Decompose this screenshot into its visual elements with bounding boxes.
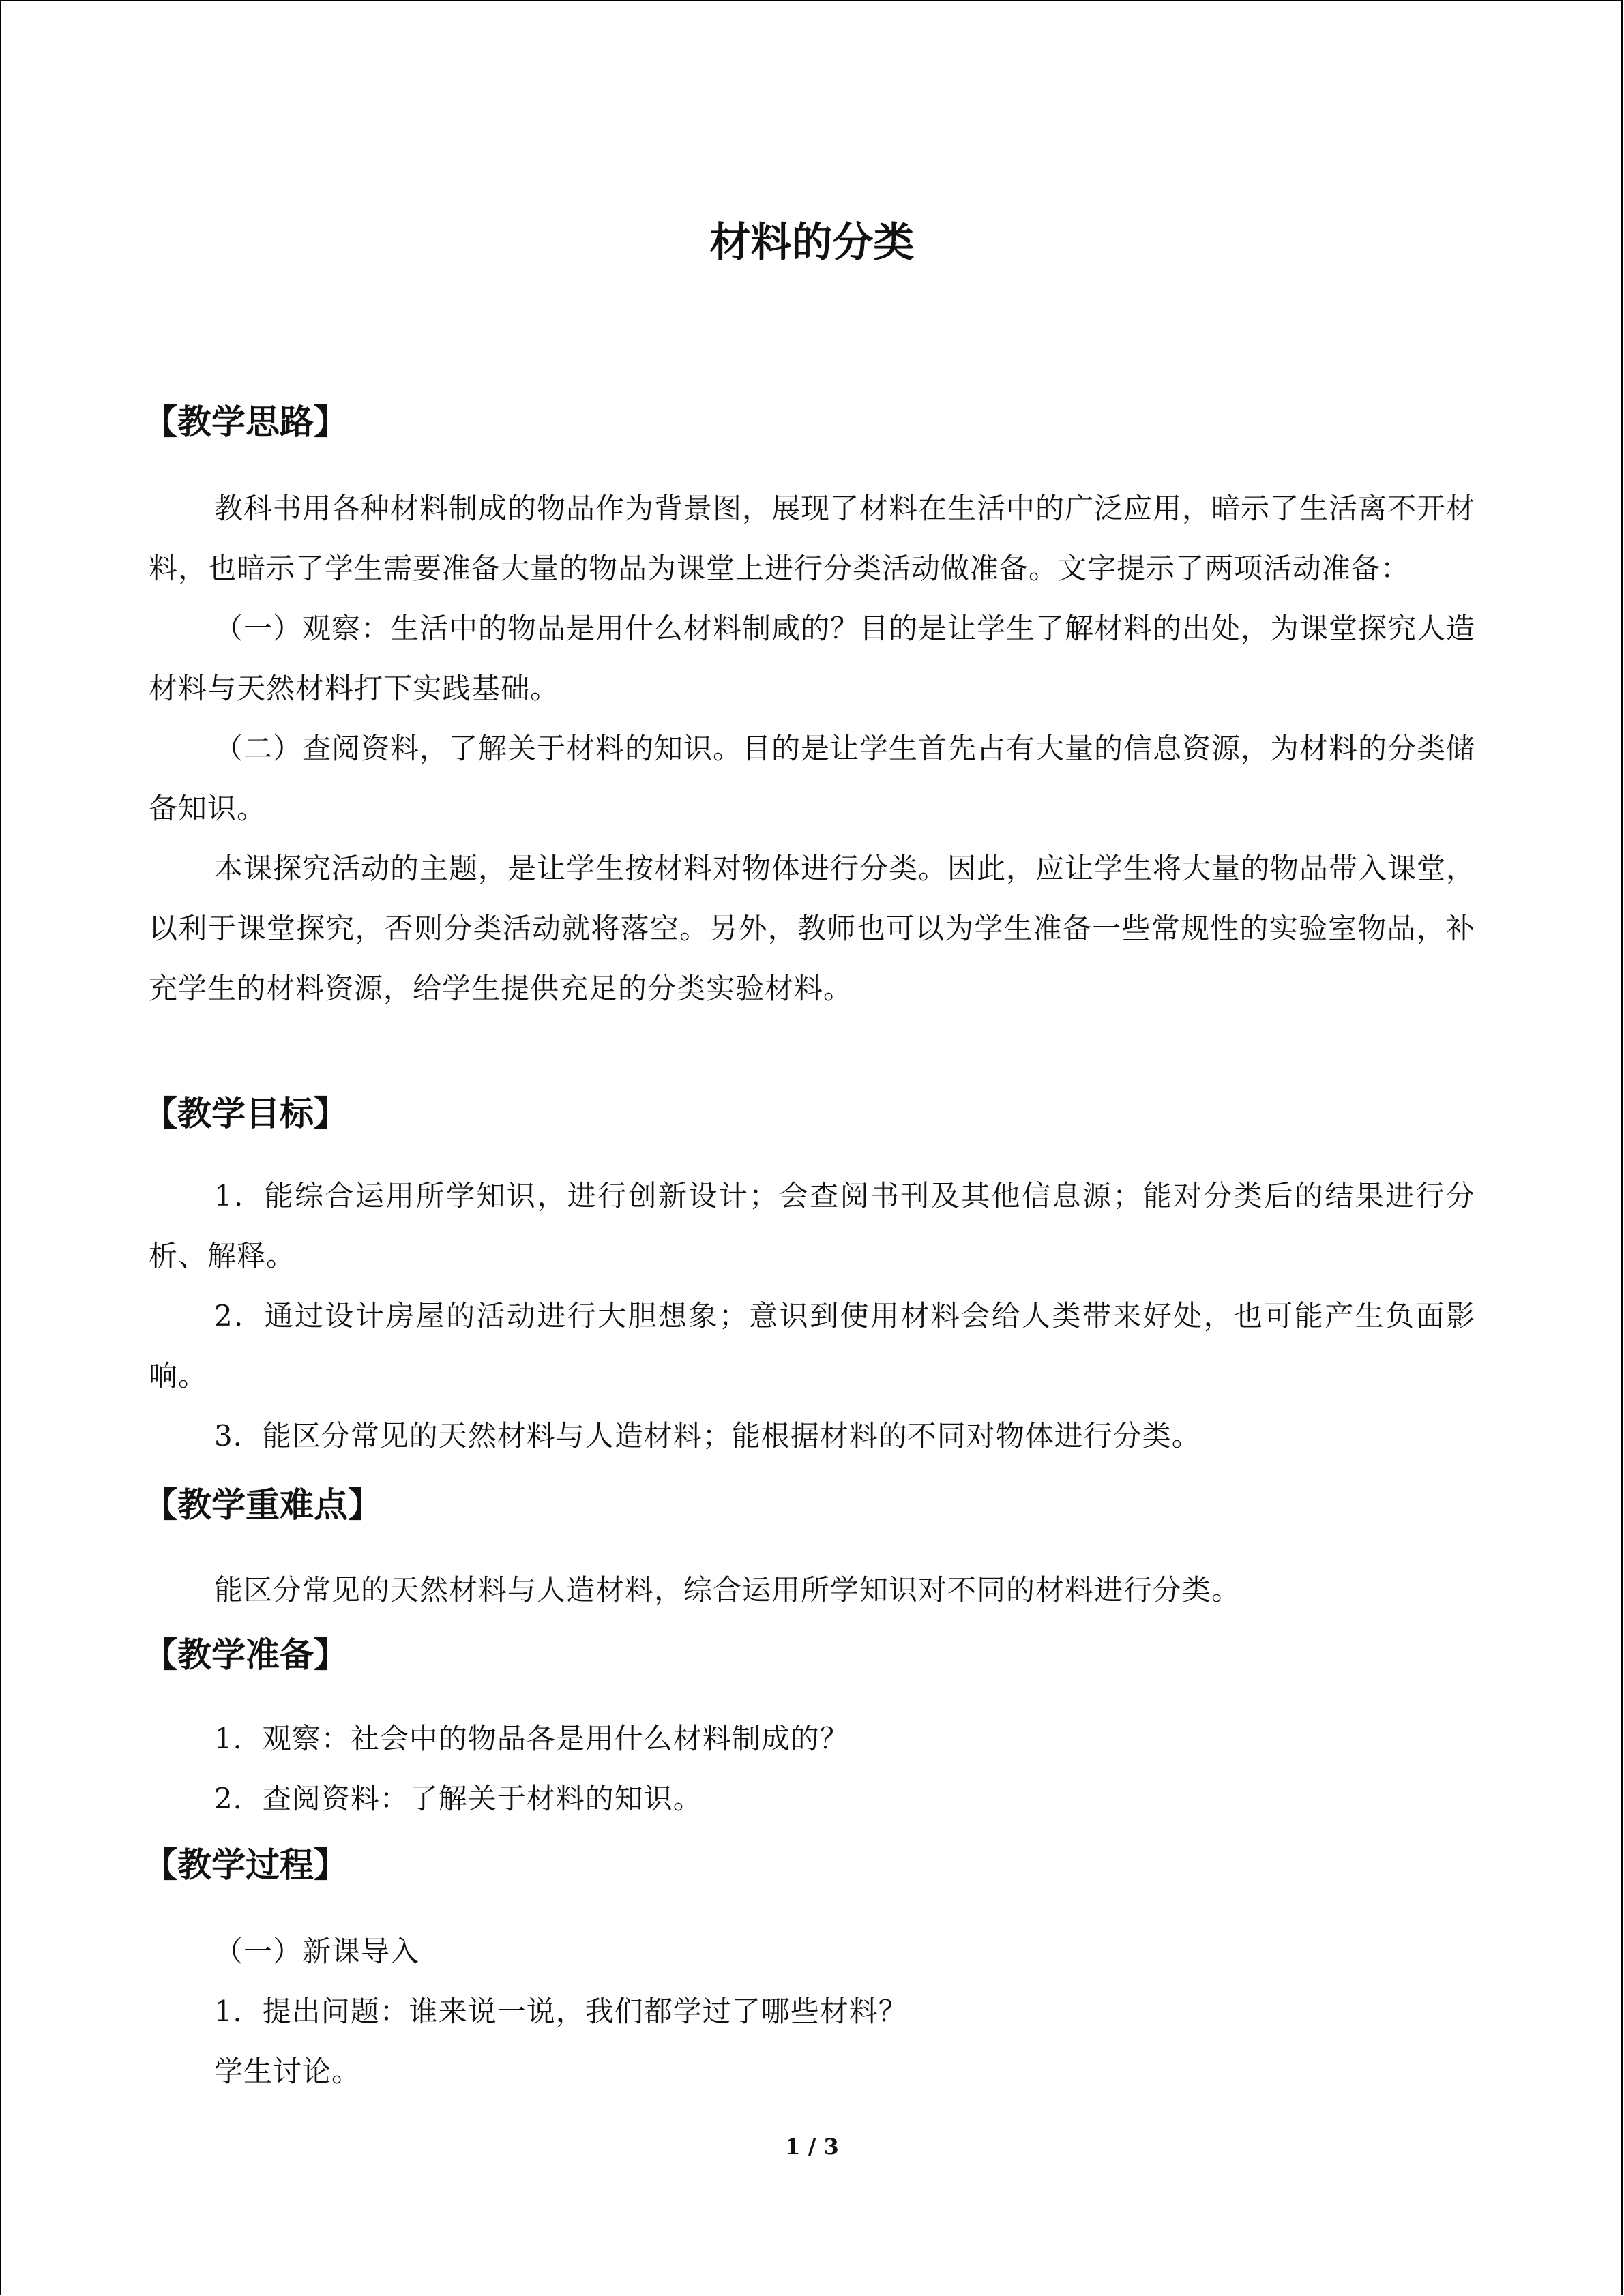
section-key-points-body (149, 1560, 1475, 1620)
section-teaching-approach-body (149, 479, 1475, 1019)
paragraph: 能区分常见的天然材料与人造材料，综合运用所学知识对不同的材料进行分类。 (214, 1573, 1241, 1607)
section-process (143, 1841, 1475, 1889)
section-heading: 【教学过程】 (143, 1845, 348, 1885)
section-heading: 【教学思路】 (143, 402, 348, 442)
section-heading: 【教学重难点】 (143, 1485, 382, 1525)
section-key-points (143, 1481, 1475, 1529)
section-process-body (149, 1922, 1475, 2102)
paragraph: 学生讨论。 (214, 2055, 361, 2088)
section-teaching-goals-body (149, 1166, 1475, 1466)
page-number: 1 / 3 (785, 2134, 839, 2160)
paragraph: 教科书用各种材料制成的物品作为背景图，展现了材料在生活中的广泛应用，暗示了生活离不开材料，也暗示了学生需要准备大量的物品为课堂上进行分类活动做准备。文字提示了两项活动准备： (149, 492, 1476, 585)
section-teaching-goals (143, 1090, 1475, 1137)
document-title: 材料的分类 (709, 219, 915, 267)
paragraph: （二）查阅资料，了解关于材料的知识。目的是让学生首先占有大量的信息资源，为材料的分类储备知识。 (149, 732, 1476, 825)
paragraph: 3．能区分常见的天然材料与人造材料；能根据材料的不同对物体进行分类。 (214, 1419, 1201, 1452)
paragraph: 1．提出问题：谁来说一说，我们都学过了哪些材料？ (214, 1995, 908, 2028)
paragraph: 本课探究活动的主题，是让学生按材料对物体进行分类。因此，应让学生将大量的物品带入课堂，以利于课堂探究，否则分类活动就将落空。另外，教师也可以为学生准备一些常规性的实验室物品，补充学生的材料资源，给学生提供充足的分类实验材料。 (149, 852, 1476, 1005)
paragraph: 2．通过设计房屋的活动进行大胆想象；意识到使用材料会给人类带来好处，也可能产生负面影响。 (149, 1299, 1475, 1392)
section-preparation-body (149, 1709, 1475, 1829)
section-heading: 【教学目标】 (143, 1094, 348, 1133)
paragraph: （一）新课导入 (214, 1935, 420, 1968)
section-teaching-approach (143, 398, 1475, 446)
paragraph: 1．观察：社会中的物品各是用什么材料制成的？ (214, 1722, 849, 1755)
section-heading: 【教学准备】 (143, 1635, 348, 1675)
paragraph: 1．能综合运用所学知识，进行创新设计；会查阅书刊及其他信息源；能对分类后的结果进行分析、解释。 (149, 1179, 1475, 1272)
paragraph: （一）观察：生活中的物品是用什么材料制咸的？目的是让学生了解材料的出处，为课堂探究人造材料与天然材料打下实践基础。 (149, 612, 1476, 705)
section-preparation (143, 1631, 1475, 1679)
paragraph: 2．查阅资料：了解关于材料的知识。 (214, 1782, 703, 1815)
